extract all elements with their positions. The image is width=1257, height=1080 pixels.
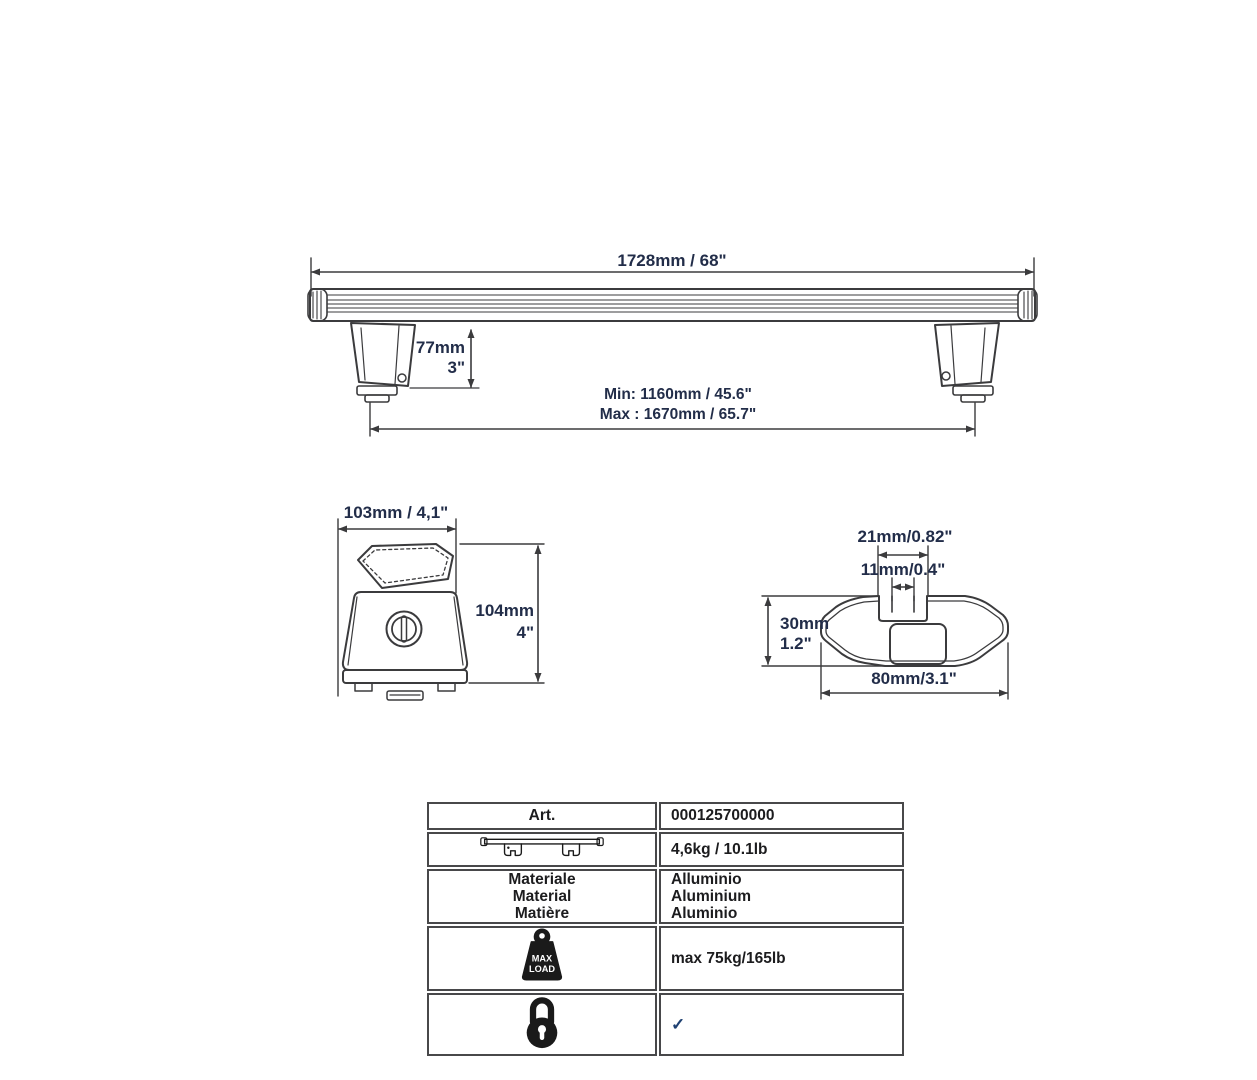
channel-outer-width-dimension: 21mm/0.82" — [857, 527, 953, 546]
foot-width-dimension: 103mm / 4,1" — [343, 503, 449, 522]
max-load-icon-text-2: LOAD — [529, 963, 555, 974]
table-row-max-load — [427, 926, 904, 991]
max-load-icon-cell — [427, 926, 657, 991]
material-label-fr: Matière — [514, 905, 570, 922]
weight-value-cell: 4,6kg / 10.1lb — [659, 832, 904, 867]
profile-height-mm: 30mm — [780, 614, 830, 633]
channel-inner-width-dimension: 11mm/0.4" — [860, 560, 946, 579]
foot-height-dimension-mm: 77mm — [415, 338, 465, 357]
max-spread-dimension: Max : 1670mm / 65.7" — [599, 406, 757, 423]
lock-icon — [520, 995, 564, 1049]
material-value-it: Alluminio — [671, 871, 742, 888]
min-spread-dimension: Min: 1160mm / 45.6" — [604, 386, 752, 403]
lock-value-cell — [659, 993, 904, 1056]
spec-table — [425, 800, 906, 1058]
lock-icon-cell — [427, 993, 657, 1056]
max-load-icon-text-1: MAX — [531, 953, 553, 964]
bar-front-view-diagram — [295, 240, 1055, 440]
material-value-cell — [659, 869, 904, 924]
material-label-it: Materiale — [508, 871, 576, 888]
foot-overall-height-mm: 104mm — [475, 601, 534, 620]
lock-checkmark: ✓ — [671, 1014, 686, 1034]
foot-height-dimension-in: 3" — [447, 358, 465, 377]
crossbar-icon — [461, 834, 623, 860]
table-row-lock — [427, 993, 904, 1056]
material-label-cell — [427, 869, 657, 924]
table-row-art — [427, 802, 904, 830]
weight-icon-cell — [427, 832, 657, 867]
table-row-weight — [427, 832, 904, 867]
material-value-en: Aluminium — [671, 888, 752, 905]
art-label-cell: Art. — [427, 802, 657, 830]
table-row-material — [427, 869, 904, 924]
max-load-weight-icon — [515, 928, 569, 984]
profile-width-dimension: 80mm/3.1" — [871, 669, 957, 688]
bar-cross-section-diagram — [750, 525, 1035, 710]
art-value-cell: 000125700000 — [659, 802, 904, 830]
total-length-dimension: 1728mm / 68" — [617, 251, 727, 270]
material-value-fr: Aluminio — [671, 905, 738, 922]
foot-front-view-diagram — [330, 500, 555, 715]
material-label-en: Material — [512, 888, 572, 905]
foot-overall-height-in: 4" — [516, 623, 534, 642]
max-load-value-cell: max 75kg/165lb — [659, 926, 904, 991]
profile-height-in: 1.2" — [780, 634, 812, 653]
